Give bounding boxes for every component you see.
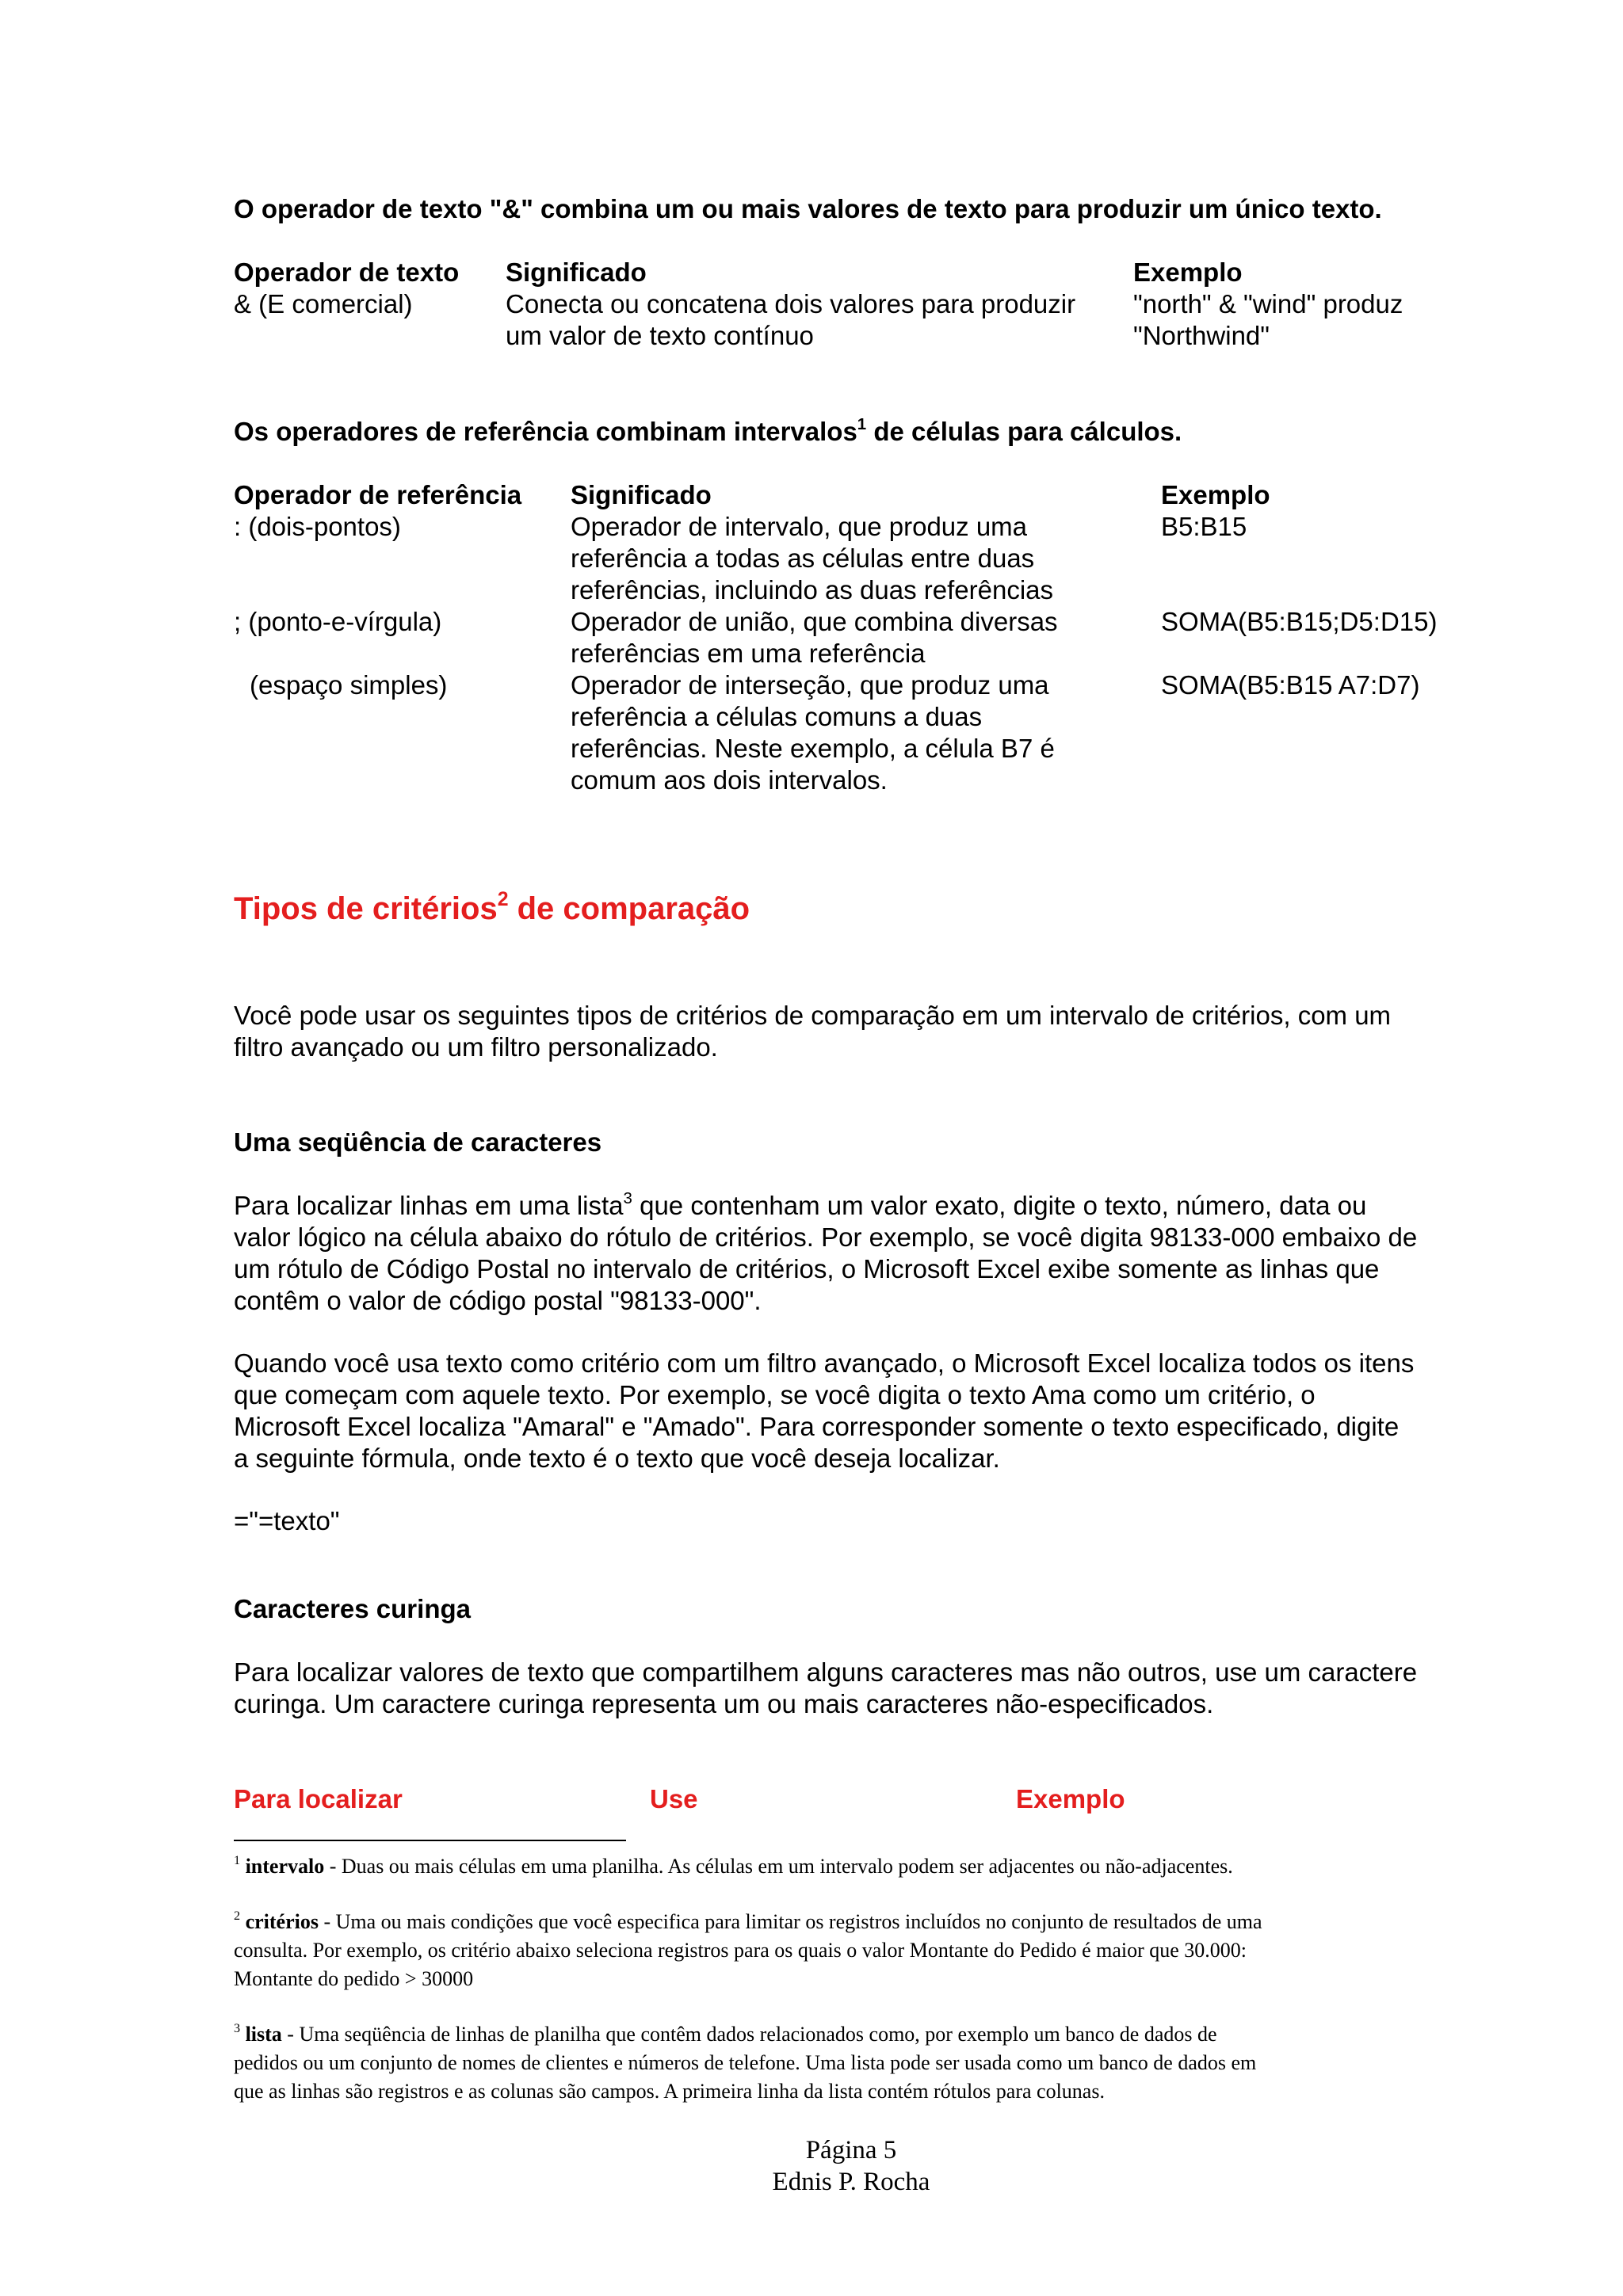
wildcards-paragraph: Para localizar valores de texto que compartilhem alguns caracteres mas não outros, use um caractere curinga. Um caractere curinga representa um ou mais caracteres não-especificados. — [234, 1657, 1418, 1718]
footnote-2: $^2$ critérios - Uma ou mais condições que você especifica para limitar os registros incluídos no conjunto de resultados de uma consulta. Por exemplo, os critério abaixo seleciona registros para os quais o valor Montante do Pedido é maior que 30.000: Montante do pedido > 30000 — [234, 1909, 1262, 1990]
subheading-wildcards: Caracteres curinga — [234, 1594, 471, 1623]
text-op-header-meaning: Significado — [506, 257, 647, 287]
text-operator-intro: O operador de texto "&" combina um ou mais valores de texto para produzir um único texto. — [234, 194, 1382, 223]
ref-op-row-1-meaning: Operador de intervalo, que produz uma referência a todas as células entre duas referências, incluindo as duas referências — [571, 512, 1054, 605]
sequence-paragraph-1: Para localizar linhas em uma lista$^3$ que contenham um valor exato, digite o texto, número, data ou valor lógico na célula abaixo do rótulo de critérios. Por exemplo, se você digita 98133-000 embaixo de um rótulo de Código Postal no intervalo de critérios, o Microsoft Excel exibe somente as linhas que contêm o valor de código postal "98133-000". — [234, 1188, 1418, 1315]
footnote-ref-1[interactable]: 1 — [857, 414, 867, 433]
footnote-ref-3[interactable]: 3 — [623, 1188, 632, 1207]
ref-op-row-3-meaning: Operador de interseção, que produz uma referência a células comuns a duas referências. Neste exemplo, a célula B7 é comum aos dois intervalos. — [571, 670, 1055, 795]
page-number: Página 5 — [805, 2136, 897, 2164]
ref-op-row-1-example: B5:B15 — [1161, 512, 1247, 541]
ref-op-row-3-example: SOMA(B5:B15 A7:D7) — [1161, 670, 1420, 700]
reference-operators-intro: Os operadores de referência combinam intervalos$^1$ de células para cálculos. — [234, 414, 1182, 446]
ref-op-row-2-operator: ; (ponto-e-vírgula) — [234, 607, 442, 636]
ref-op-header-example: Exemplo — [1161, 480, 1270, 509]
wildcard-header-use: Use — [650, 1784, 698, 1814]
page-footer — [0, 2134, 1623, 2198]
wildcard-header-find: Para localizar — [234, 1784, 403, 1814]
ref-op-row-3-operator: (espaço simples) — [250, 670, 448, 700]
footnote-1: $^1$ intervalo - Duas ou mais células em uma planilha. As células em um intervalo podem ser adjacentes ou não-adjacentes. — [234, 1853, 1233, 1878]
ref-op-header-meaning: Significado — [571, 480, 712, 509]
subheading-sequence: Uma seqüência de caracteres — [234, 1127, 602, 1157]
ref-op-header-operator: Operador de referência — [234, 480, 522, 509]
text-op-header-example: Exemplo — [1133, 257, 1243, 287]
sequence-paragraph-2: Quando você usa texto como critério com um filtro avançado, o Microsoft Excel localiza todos os itens que começam com aquele texto. Por exemplo, se você digita o texto Ama como um critério, o Microsoft Excel localiza "Amaral" e "Amado". Para corresponder somente o texto especificado, digite a seguinte fórmula, onde texto é o texto que você deseja localizar. — [234, 1348, 1415, 1473]
footnote-separator — [234, 1840, 626, 1841]
ref-op-row-1-operator: : (dois-pontos) — [234, 512, 401, 541]
ref-op-row-2-example: SOMA(B5:B15;D5:D15) — [1161, 607, 1438, 636]
text-op-example: "north" & "wind" produz "Northwind" — [1133, 289, 1403, 350]
footnote-ref-2[interactable]: 2 — [497, 889, 509, 911]
author-name: Ednis P. Rocha — [772, 2168, 930, 2196]
section-intro: Você pode usar os seguintes tipos de critérios de comparação em um intervalo de critérios, com um filtro avançado ou um filtro personalizado. — [234, 1001, 1392, 1062]
ref-op-row-2-meaning: Operador de união, que combina diversas referências em uma referência — [571, 607, 1058, 668]
text-op-header-operator: Operador de texto — [234, 257, 460, 287]
text-op-operator: & (E comercial) — [234, 289, 413, 318]
text-op-meaning: Conecta ou concatena dois valores para produzir um valor de texto contínuo — [506, 289, 1076, 350]
formula-example: ="=texto" — [234, 1506, 340, 1535]
section-title: Tipos de critérios$^2$ de comparação — [234, 889, 750, 926]
footnote-3: $^3$ lista - Uma seqüência de linhas de planilha que contêm dados relacionados como, por exemplo um banco de dados de pedidos ou um conjunto de nomes de clientes e números de telefone. Uma lista pode ser usada como um banco de dados em que as linhas são registros e as colunas são campos. A primeira linha da lista contém rótulos para colunas. — [234, 2021, 1257, 2103]
wildcard-header-example: Exemplo — [1016, 1784, 1125, 1814]
